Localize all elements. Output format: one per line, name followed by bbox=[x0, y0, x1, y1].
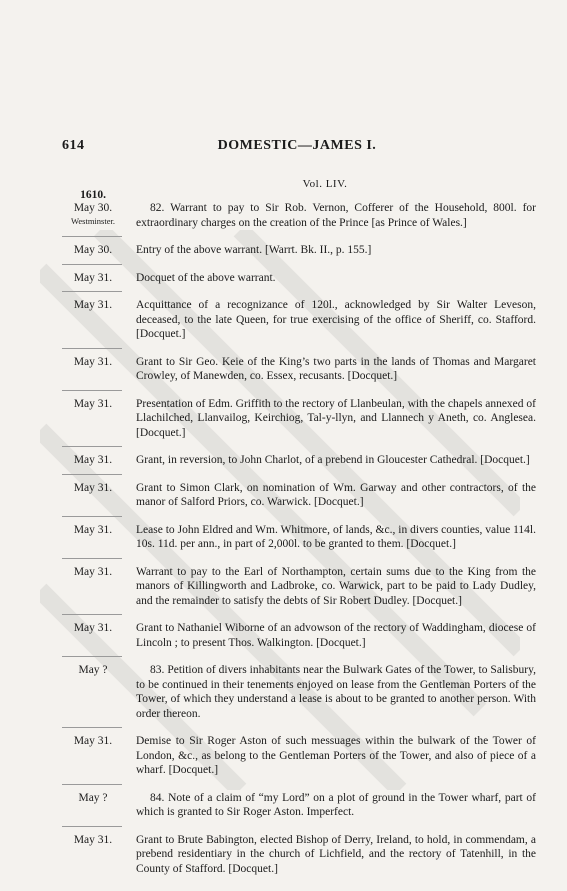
entry-date-text: May 31. bbox=[73, 523, 113, 536]
entry-text: Docquet of the above warrant. bbox=[136, 271, 276, 284]
entry-date bbox=[62, 397, 124, 411]
calendar-entry bbox=[62, 271, 536, 286]
entry-date bbox=[62, 734, 124, 748]
entry-text: 82. Warrant to pay to Sir Rob. Vernon, Cofferer of the Household, 800l. for extraordinary charges on the creation of the Prince [as Prince of Wales.] bbox=[136, 202, 536, 229]
entry-date bbox=[62, 565, 124, 579]
entry-text: 83. Petition of divers inhabitants near the Bulwark Gates of the Tower, to Salisbury, to be continued in their tenements enjoyed on lease from the Gentleman Porters of the Tower, of which they understand a lease is about to be granted to another person. With order thereon. bbox=[136, 664, 536, 720]
entry-date bbox=[62, 271, 124, 285]
calendar-entry bbox=[62, 791, 536, 820]
entry-date-text: May 30. bbox=[73, 202, 113, 214]
entry-date bbox=[62, 523, 124, 537]
entry-date-text: May 31. bbox=[73, 355, 113, 368]
entry-date bbox=[62, 833, 124, 847]
calendar-entry bbox=[62, 453, 536, 468]
entry-text: Acquittance of a recognizance of 120l., acknowledged by Sir Walter Leveson, deceased, to the late Queen, for true exercising of the office of Sheriff, co. Stafford. [Docquet.] bbox=[136, 299, 536, 340]
entry-divider bbox=[62, 558, 122, 559]
volume-label: Vol. LIV. bbox=[302, 178, 348, 190]
entry-date bbox=[62, 453, 124, 467]
year-label: 1610. bbox=[80, 189, 106, 201]
calendar-entry bbox=[62, 243, 536, 258]
entry-divider bbox=[62, 236, 122, 237]
entry-text: Grant to Nathaniel Wiborne of an advowson of the rectory of Waddingham, diocese of Lincoln ; to present Thos. Walkington. [Docquet.] bbox=[136, 622, 536, 649]
entry-divider bbox=[62, 446, 122, 447]
calendar-entry bbox=[62, 397, 536, 441]
entry-date-text: May 31. bbox=[73, 481, 113, 494]
entry-text: Warrant to pay to the Earl of Northampton, certain sums due to the King from the manors of Killingworth and Ladbroke, co. Warwick, part to be paid to Lady Dudley, and the remainder to satisfy the debts of Sir Robert Dudley. [Docquet.] bbox=[136, 565, 536, 607]
calendar-entry bbox=[62, 481, 536, 510]
entry-text: Grant to Simon Clark, on nomination of Wm. Garway and other contractors, of the manor of Salford Priors, co. Warwick. [Docquet.] bbox=[136, 481, 536, 508]
calendar-entry bbox=[62, 833, 536, 877]
entry-divider bbox=[62, 826, 122, 827]
entry-date bbox=[62, 481, 124, 495]
entry-divider bbox=[62, 727, 122, 728]
entry-date bbox=[62, 791, 124, 805]
entry-text: Demise to Sir Roger Aston of such messuages within the bulwark of the Tower of London, &c., as belong to the Gentleman Porters of the Tower, and also of piece of a wharf. [Docquet.] bbox=[136, 735, 536, 776]
calendar-entry bbox=[62, 734, 536, 778]
page-number: 614 bbox=[62, 138, 85, 153]
entry-date bbox=[62, 201, 124, 227]
entry-date-text: May 31. bbox=[73, 454, 113, 466]
entry-date bbox=[62, 621, 124, 635]
calendar-entry bbox=[62, 523, 536, 552]
entry-text: Grant, in reversion, to John Charlot, of a prebend in Gloucester Cathedral. [Docquet.] bbox=[136, 454, 530, 466]
entry-text: 84. Note of a claim of “my Lord” on a plot of ground in the Tower wharf, part of which is granted to Sir Roger Aston. Imperfect. bbox=[136, 791, 536, 818]
page-header bbox=[62, 138, 532, 158]
entry-date-text: May 31. bbox=[73, 622, 113, 634]
page-title: DOMESTIC—JAMES I. bbox=[217, 138, 377, 153]
entry-date bbox=[62, 355, 124, 369]
entry-text: Grant to Brute Babington, elected Bishop of Derry, Ireland, to hold, in commendam, a prebend residentiary in the church of Lichfield, and the rectory of Tatenhill, in the County of Stafford. [Docquet.] bbox=[136, 833, 536, 875]
entry-place: Westminster. bbox=[71, 216, 115, 226]
entry-divider bbox=[62, 474, 122, 475]
entry-date bbox=[62, 243, 124, 257]
entry-date-text: May 31. bbox=[73, 833, 113, 846]
entry-text: Entry of the above warrant. [Warrt. Bk. II., p. 155.] bbox=[136, 244, 372, 256]
entry-divider bbox=[62, 656, 122, 657]
entry-date-text: May 31. bbox=[73, 299, 113, 311]
entry-date-text: May 30. bbox=[73, 244, 113, 256]
entry-divider bbox=[62, 264, 122, 265]
entry-divider bbox=[62, 516, 122, 517]
calendar-entry bbox=[62, 663, 536, 721]
calendar-entries bbox=[62, 201, 536, 876]
entry-divider bbox=[62, 784, 122, 785]
entry-text: Lease to John Eldred and Wm. Whitmore, of lands, &c., in divers counties, value 114l. 10s. 11d. per ann., in part of 2,000l. to be granted to them. [Docquet.] bbox=[136, 523, 536, 550]
entry-divider bbox=[62, 614, 122, 615]
entry-date-text: May ? bbox=[78, 791, 108, 804]
entry-date-text: May 31. bbox=[73, 271, 113, 284]
entry-date bbox=[62, 663, 124, 677]
entry-date-text: May ? bbox=[78, 664, 108, 676]
entry-date-text: May 31. bbox=[73, 397, 113, 410]
entry-divider bbox=[62, 348, 122, 349]
entry-text: Presentation of Edm. Griffith to the rectory of Llanbeulan, with the chapels annexed of Llachilched, Llanvailog, Keirchiog, Tal-y-llyn, and Llannech y Aneth, co. Anglesea. [Docquet.] bbox=[136, 397, 536, 439]
entry-date-text: May 31. bbox=[73, 565, 113, 578]
entry-date-text: May 31. bbox=[73, 735, 113, 747]
calendar-entry bbox=[62, 355, 536, 384]
entry-text: Grant to Sir Geo. Keie of the King’s two parts in the lands of Thomas and Margaret Crowley, of Manewden, co. Essex, recusants. [Docquet.] bbox=[136, 355, 536, 382]
calendar-entry bbox=[62, 621, 536, 650]
calendar-entry bbox=[62, 298, 536, 342]
calendar-entry bbox=[62, 201, 536, 230]
entry-divider bbox=[62, 390, 122, 391]
entry-date bbox=[62, 298, 124, 312]
entry-divider bbox=[62, 291, 122, 292]
calendar-entry bbox=[62, 565, 536, 609]
